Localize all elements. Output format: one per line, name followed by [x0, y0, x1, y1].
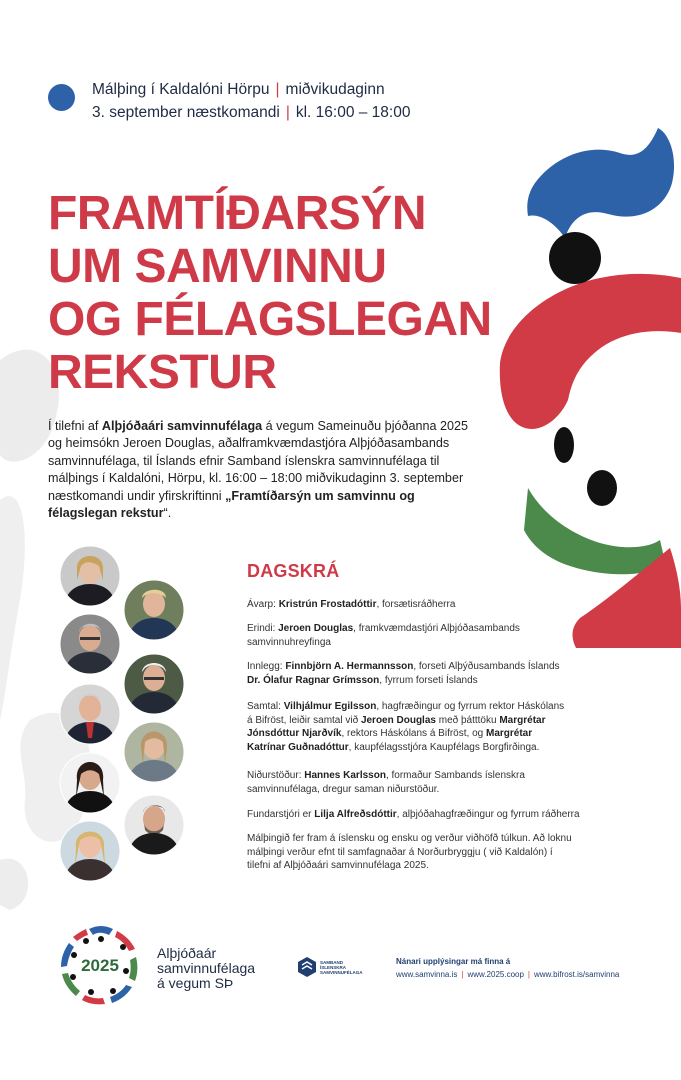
event-day: miðvikudaginn — [285, 81, 385, 98]
agenda-bold: Finnbjörn A. Hermannsson — [285, 661, 414, 672]
info-links: www.samvinna.is | www.2025.coop | www.bifrost.is/samvinna — [396, 970, 620, 979]
event-date: 3. september næstkomandi — [92, 104, 280, 121]
agenda-bold: Lilja Alfreðsdóttir — [314, 809, 397, 820]
agenda-item — [247, 622, 547, 649]
agenda-bold: Vilhjálmur Egilsson — [283, 701, 377, 712]
intro-bold: Alþjóðaári samvinnufélaga — [101, 419, 263, 433]
link-bifrost[interactable]: www.bifrost.is/samvinna — [534, 970, 620, 979]
agenda-bold: Hannes Karlsson — [304, 770, 386, 781]
link-samvinna[interactable]: www.samvinna.is — [396, 970, 458, 979]
logo-year: 2025 — [81, 956, 119, 975]
title-line-2: UM SAMVINNU — [48, 240, 387, 293]
agenda-bold: Margrétar Katrínar Guðnadóttur — [247, 728, 533, 753]
agenda-item — [247, 769, 552, 796]
footer-title-line-2: samvinnufélaga — [157, 960, 256, 976]
agenda-text: , forsætisráðherra — [376, 599, 456, 610]
agenda-item — [247, 700, 567, 754]
agenda-text: Málþingið fer fram á íslensku og ensku og verður viðhöfð túlkun. Að loknu málþingi verður efnt til samfagnaðar á Norðurbryggju ( við Kaldalón) í tilefni af Alþjóðaári samvinnufélaga 2025. — [247, 833, 572, 872]
agenda-heading: DAGSKRÁ — [247, 561, 340, 581]
link-2025-coop[interactable]: www.2025.coop — [467, 970, 524, 979]
agenda-text: , rektors Háskólans á Bifröst, og — [341, 728, 486, 740]
agenda-bold: Jeroen Douglas — [278, 623, 354, 634]
agenda-item — [247, 660, 592, 687]
intro-text: “. — [163, 506, 172, 521]
sis-logo-text — [320, 960, 363, 975]
agenda-item — [247, 598, 592, 612]
agenda-text: Samtal: — [247, 701, 284, 712]
agenda-text: , alþjóðahagfræðingur og fyrrum ráðherra — [396, 809, 580, 820]
event-time: kl. 16:00 – 18:00 — [295, 104, 411, 121]
agenda-bold: Jeroen Douglas — [360, 714, 436, 726]
agenda-text: , fyrrum forseti Íslands — [379, 674, 478, 686]
agenda-text: Innlegg: — [247, 661, 286, 672]
sis-logo-icon — [297, 956, 317, 978]
title-line-3: OG FÉLAGSLEGAN — [48, 293, 492, 346]
agenda-bold: Margrétar Jónsdóttur Njarðvík — [247, 714, 546, 740]
agenda-text: Erindi: — [247, 623, 279, 634]
agenda-text: , hagfræðingur og fyrrum rektor Háskólans á Bifröst, leiðir samtal við — [247, 701, 565, 726]
footer-title-line-1: Alþjóðaár — [157, 945, 217, 961]
intro-text: Í tilefni af — [48, 419, 102, 433]
agenda-text: , formaður Sambands íslenskra samvinnufélaga, dregur saman niðurstöður. — [247, 770, 525, 795]
intro-text: á vegum Sameinuðu þjóðanna 2025 og heimsókn Jeroen Douglas, aðalframkvæmdastjóra Alþjóðasambands samvinnufélaga, til Íslands efnir Samband íslenskra samvinnufélaga til málþings í Kaldalóni, Hörpu, kl. 16:00 – 18:00 miðvikudaginn 3. september næstkomandi undir yfirskriftinni — [48, 419, 469, 503]
agenda-text: , kaupfélagsstjóra Kaupfélags Borgfirðinga. — [348, 741, 540, 753]
title-line-1: FRAMTÍÐARSÝN — [48, 187, 426, 240]
sis-line: ÍSLENSKRA — [320, 965, 347, 970]
event-venue-line: Málþing í Kaldalóni Hörpu | miðvikudaginn — [92, 81, 385, 98]
agenda-item — [247, 832, 577, 873]
sis-line: SAMVINNUFÉLAGA — [320, 970, 363, 975]
agenda-text: , forseti Alþýðusambands Íslands — [413, 661, 560, 672]
intro-bold: „Framtíðarsýn um samvinnu og félagslegan rekstur — [48, 488, 415, 521]
sis-line: SAMBAND — [320, 960, 343, 965]
agenda-text: Niðurstöður: — [247, 770, 305, 781]
agenda-text: , framkvæmdastjóri Alþjóðasambands samvinnuhreyfinga — [247, 623, 520, 648]
agenda-item — [247, 808, 592, 822]
event-venue: Málþing í Kaldalóni Hörpu — [92, 81, 270, 98]
info-heading: Nánari upplýsingar má finna á — [396, 957, 511, 966]
agenda-text: Fundarstjóri er — [247, 809, 315, 820]
agenda-bold: Kristrún Frostadóttir — [278, 599, 377, 610]
agenda-text: með þátttöku — [435, 714, 500, 726]
agenda-text: Ávarp: — [247, 599, 279, 610]
footer-title-line-3: á vegum SÞ — [157, 975, 234, 991]
event-date-line: 3. september næstkomandi | kl. 16:00 – 18:00 — [92, 104, 411, 121]
agenda-bold: Dr. Ólafur Ragnar Grímsson — [247, 674, 380, 686]
title-line-4: REKSTUR — [48, 346, 277, 399]
